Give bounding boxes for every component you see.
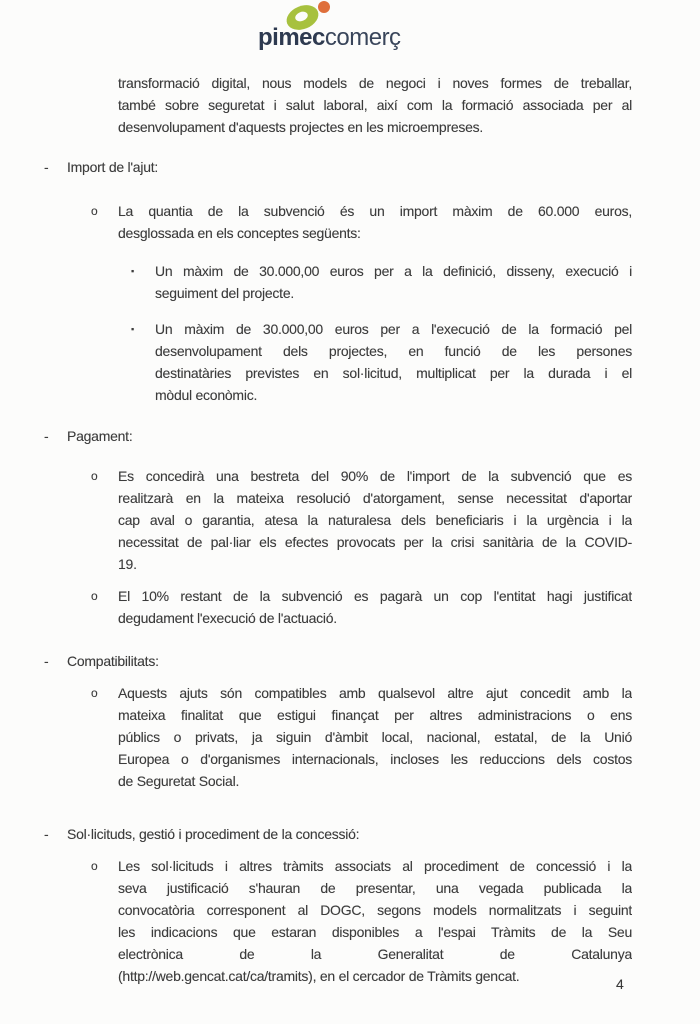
text-line: Import de l'ajut: bbox=[67, 159, 159, 175]
text-line: les indicacions que estaran disponibles a l'espai Tràmits de la Seu bbox=[118, 924, 632, 940]
list-item-heading bbox=[0, 823, 700, 845]
text-line: electrònica de la Generalitat de Catalunya bbox=[118, 946, 632, 962]
text-line: Compatibilitats: bbox=[67, 653, 159, 669]
text-line: degudament l'execució de l'actuació. bbox=[118, 610, 337, 626]
square-bullet-marker: ▪ bbox=[131, 324, 134, 334]
square-bullet-marker: ▪ bbox=[131, 266, 134, 276]
text-line: mòdul econòmic. bbox=[155, 387, 258, 403]
logo-wordmark bbox=[258, 24, 401, 50]
text-line: Pagament: bbox=[67, 428, 133, 444]
text-line: transformació digital, nous models de negoci i noves formes de treballar, bbox=[118, 75, 632, 91]
text-line: públics o privats, ja siguin d'àmbit local, nacional, estatal, de la Unió bbox=[118, 729, 632, 745]
circle-bullet-marker: o bbox=[91, 686, 98, 700]
text-line: La quantia de la subvenció és un import màxim de 60.000 euros, bbox=[118, 203, 632, 219]
text-line: Es concedirà una bestreta del 90% de l'import de la subvenció que es bbox=[118, 468, 632, 484]
list-item bbox=[0, 585, 700, 629]
dash-marker: - bbox=[44, 159, 49, 175]
text-line: Un màxim de 30.000,00 euros per a l'execució de la formació pel bbox=[155, 321, 632, 337]
text-line: cap aval o garantia, atesa la naturalesa dels beneficiaris i la urgència i la bbox=[118, 512, 632, 528]
text-line: realitzarà en la mateixa resolució d'atorgament, sense necessitat d'aportar bbox=[118, 490, 632, 506]
text-line: necessitat de pal·liar els efectes provocats per la crisi sanitària de la COVID- bbox=[118, 534, 632, 550]
text-line: Un màxim de 30.000,00 euros per a la definició, disseny, execució i bbox=[155, 263, 632, 279]
dash-marker: - bbox=[44, 653, 49, 669]
dash-marker: - bbox=[44, 428, 49, 444]
text-line: de Seguretat Social. bbox=[118, 773, 240, 789]
text-line: també sobre seguretat i salut laboral, així com la formació associada per al bbox=[118, 97, 632, 113]
text-line: seva justificació s'hauran de presentar, una vegada publicada la bbox=[118, 880, 632, 896]
list-item-heading bbox=[0, 425, 700, 447]
list-item bbox=[0, 318, 700, 406]
text-line: Les sol·licituds i altres tràmits associats al procediment de concessió i la bbox=[118, 858, 632, 874]
page-number: 4 bbox=[616, 976, 624, 992]
text-line: El 10% restant de la subvenció es pagarà un cop l'entitat hagi justificat bbox=[118, 588, 632, 604]
logo-brand-light: comerç bbox=[324, 24, 401, 51]
list-item bbox=[0, 682, 700, 792]
circle-bullet-marker: o bbox=[91, 859, 98, 873]
text-line: Aquests ajuts són compatibles amb qualsevol altre ajut concedit amb la bbox=[118, 685, 632, 701]
list-item-heading bbox=[0, 650, 700, 672]
text-line: convocatòria corresponent al DOGC, segons models normalitzats i seguint bbox=[118, 902, 632, 918]
text-line: Sol·licituds, gestió i procediment de la concessió: bbox=[67, 826, 360, 842]
list-item bbox=[0, 200, 700, 244]
list-item bbox=[0, 465, 700, 575]
list-item bbox=[0, 855, 700, 987]
content-blocks bbox=[0, 72, 700, 987]
list-item bbox=[0, 260, 700, 304]
circle-bullet-marker: o bbox=[91, 469, 98, 483]
circle-bullet-marker: o bbox=[91, 204, 98, 218]
logo-brand-bold: pimec bbox=[258, 24, 325, 51]
pimec-orange-dot-icon bbox=[318, 1, 330, 13]
circle-bullet-marker: o bbox=[91, 589, 98, 603]
list-item-heading bbox=[0, 156, 700, 178]
text-line: mateixa finalitat que estigui finançat per altres administracions o ens bbox=[118, 707, 632, 723]
text-line: 19. bbox=[118, 556, 137, 572]
text-line: Europea o d'organismes internacionals, incloses les reduccions dels costos bbox=[118, 751, 632, 767]
text-line: destinatàries previstes en sol·licitud, multiplicat per la durada i el bbox=[155, 365, 632, 381]
text-line: desenvolupament dels projectes, en funció de les persones bbox=[155, 343, 632, 359]
text-line: desglossada en els conceptes següents: bbox=[118, 225, 361, 241]
text-line: (http://web.gencat.cat/ca/tramits), en el cercador de Tràmits gencat. bbox=[118, 968, 520, 984]
text-line: seguiment del projecte. bbox=[155, 285, 295, 301]
text-line: desenvolupament d'aquests projectes en les microempreses. bbox=[118, 119, 484, 135]
dash-marker: - bbox=[44, 826, 49, 842]
list-item bbox=[0, 72, 700, 138]
